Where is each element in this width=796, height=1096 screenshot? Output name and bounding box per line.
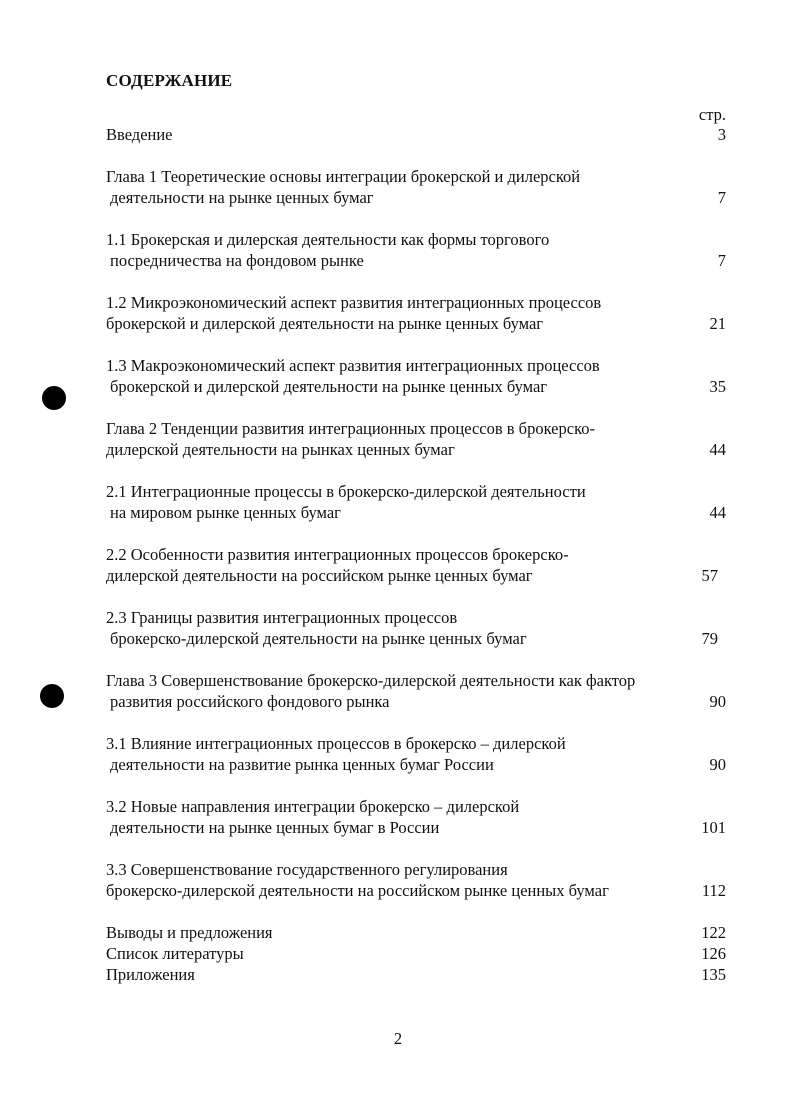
toc-entry-text: Глава 3 Совершенствование брокерско-дилерской деятельности как фактор bbox=[106, 671, 636, 690]
punch-hole-icon bbox=[40, 684, 64, 708]
toc-entry-text: Приложения bbox=[106, 965, 195, 984]
toc-entry-section-1-3 bbox=[106, 355, 726, 397]
toc-entry-text: 2.1 Интеграционные процессы в брокерско-дилерской деятельности bbox=[106, 482, 586, 501]
toc-page-number: 122 bbox=[701, 923, 726, 942]
toc-page-number: 7 bbox=[717, 251, 726, 270]
toc-entry-text: 3.1 Влияние интеграционных процессов в брокерско – дилерской bbox=[106, 734, 566, 753]
toc-page-number: 21 bbox=[709, 314, 726, 333]
toc-entry-text: развития российского фондового рынка bbox=[110, 692, 390, 711]
toc-entry-text: 1.3 Макроэкономический аспект развития интеграционных процессов bbox=[106, 356, 600, 375]
toc-entry-text: 3.3 Совершенствование государственного регулирования bbox=[106, 860, 508, 879]
toc-entry-section-2-1 bbox=[106, 481, 726, 523]
toc-entry-chapter-3 bbox=[106, 670, 726, 712]
toc-page-number: 44 bbox=[709, 503, 726, 522]
toc-page-number: 7 bbox=[717, 188, 726, 207]
toc-entry-text: деятельности на рынке ценных бумаг bbox=[110, 188, 374, 207]
toc-entry-text: 1.2 Микроэкономический аспект развития интеграционных процессов bbox=[106, 293, 602, 312]
toc-entry-text: Введение bbox=[106, 125, 173, 144]
page-title: СОДЕРЖАНИЕ bbox=[106, 71, 233, 90]
toc-entry-text: Список литературы bbox=[106, 944, 244, 963]
toc-entry-section-3-1 bbox=[106, 733, 726, 775]
toc-entry-appendices bbox=[106, 964, 726, 985]
punch-hole-icon bbox=[42, 386, 66, 410]
toc-entry-text: дилерской деятельности на российском рынке ценных бумаг bbox=[106, 566, 533, 585]
toc-page-number: 135 bbox=[701, 965, 726, 984]
toc-entry-text: 3.2 Новые направления интеграции брокерско – дилерской bbox=[106, 797, 520, 816]
toc-entry-section-3-3 bbox=[106, 859, 726, 901]
page-column-label: стр. bbox=[698, 105, 726, 124]
toc-entry-text: Выводы и предложения bbox=[106, 923, 273, 942]
toc-entry-text: на мировом рынке ценных бумаг bbox=[110, 503, 341, 522]
toc-page-number: 57 bbox=[701, 566, 718, 585]
toc-page-number: 126 bbox=[701, 944, 726, 963]
toc-entry-text: дилерской деятельности на рынках ценных бумаг bbox=[106, 440, 455, 459]
toc-entry-text: посредничества на фондовом рынке bbox=[110, 251, 364, 270]
toc-page-number: 90 bbox=[709, 755, 726, 774]
toc-entry-section-2-2 bbox=[106, 544, 726, 586]
toc-entry-text: 1.1 Брокерская и дилерская деятельности как формы торгового bbox=[106, 230, 550, 249]
toc-entry-text: 2.2 Особенности развития интеграционных процессов брокерско- bbox=[106, 545, 569, 564]
toc-page-number: 112 bbox=[701, 881, 726, 900]
toc-entry-references bbox=[106, 943, 726, 964]
toc-entry-text: брокерской и дилерской деятельности на рынке ценных бумаг bbox=[106, 314, 544, 333]
toc-entry-section-3-2 bbox=[106, 796, 726, 838]
toc-entry-text: брокерской и дилерской деятельности на рынке ценных бумаг bbox=[110, 377, 548, 396]
toc-entry-text: брокерско-дилерской деятельности на российском рынке ценных бумаг bbox=[106, 881, 609, 900]
toc-page-number: 90 bbox=[709, 692, 726, 711]
toc-entry-text: Глава 1 Теоретические основы интеграции брокерской и дилерской bbox=[106, 167, 581, 186]
toc-entry-chapter-2 bbox=[106, 418, 726, 460]
toc-entry-text: 2.3 Границы развития интеграционных процессов bbox=[106, 608, 458, 627]
toc-entry-text: деятельности на рынке ценных бумаг в России bbox=[110, 818, 440, 837]
toc-page-number: 35 bbox=[709, 377, 726, 396]
toc-entry-conclusions bbox=[106, 922, 726, 943]
toc-entry-chapter-1 bbox=[106, 166, 726, 208]
toc-entry-section-2-3 bbox=[106, 607, 726, 649]
toc-page-number: 44 bbox=[709, 440, 726, 459]
toc-entry-text: деятельности на развитие рынка ценных бумаг России bbox=[110, 755, 494, 774]
toc-entry-text: Глава 2 Тенденции развития интеграционных процессов в брокерско- bbox=[106, 419, 595, 438]
toc-entry-section-1-1 bbox=[106, 229, 726, 271]
toc-entry-section-1-2 bbox=[106, 292, 726, 334]
page-number: 2 bbox=[393, 1029, 403, 1048]
toc-page-number: 3 bbox=[717, 125, 726, 144]
toc-entry-text: брокерско-дилерской деятельности на рынке ценных бумаг bbox=[110, 629, 527, 648]
toc-entry-introduction bbox=[106, 124, 726, 145]
toc-page-number: 101 bbox=[701, 818, 726, 837]
toc-page-number: 79 bbox=[701, 629, 718, 648]
